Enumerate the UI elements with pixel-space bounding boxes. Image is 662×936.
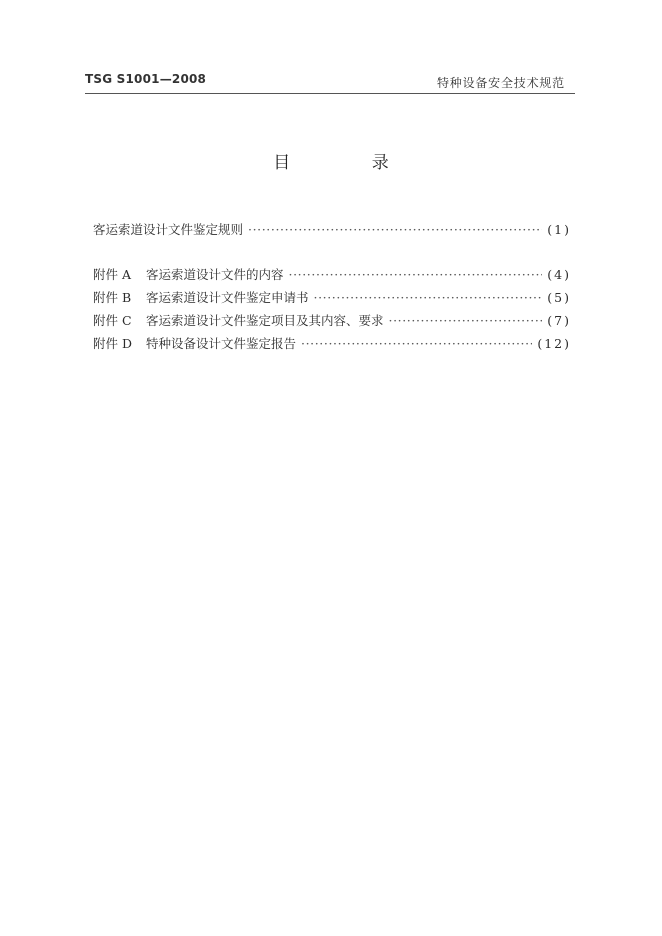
toc-entry-appendix-c[interactable]: [93, 311, 571, 334]
toc-entry-page: (12): [537, 336, 571, 351]
toc-entry-page: (5): [547, 290, 571, 305]
dot-leader: [314, 290, 543, 305]
dot-leader: [289, 267, 543, 282]
toc-entry-prefix: 附件 D: [93, 336, 132, 351]
toc-entry-page: (4): [547, 267, 571, 282]
toc-spacer: [93, 243, 571, 265]
toc-entry-label: 客运索道设计文件鉴定项目及其内容、要求: [146, 313, 384, 328]
toc-entry-page: (7): [547, 313, 571, 328]
toc-entry-label: 客运索道设计文件的内容: [146, 267, 284, 282]
toc-entry-appendix-b[interactable]: [93, 288, 571, 311]
toc-entry-prefix: 附件 A: [93, 267, 132, 282]
toc-entry-prefix: 附件 C: [93, 313, 132, 328]
running-header: [0, 0, 662, 100]
toc-entry-page: (1): [547, 222, 571, 237]
series-title: 特种设备安全技术规范: [436, 76, 565, 90]
table-of-contents: [93, 220, 571, 357]
dot-leader: [301, 336, 532, 351]
toc-entry-appendix-d[interactable]: [93, 334, 571, 357]
dot-leader: [248, 222, 542, 237]
toc-entry-main[interactable]: [93, 220, 571, 243]
toc-entry-label: 特种设备设计文件鉴定报告: [146, 336, 297, 351]
dot-leader: [389, 313, 543, 328]
toc-title: 目 录: [273, 153, 427, 173]
header-rule: [85, 93, 575, 94]
toc-entry-appendix-a[interactable]: [93, 265, 571, 288]
toc-entry-label: 客运索道设计文件鉴定申请书: [146, 290, 309, 305]
toc-entry-label: 客运索道设计文件鉴定规则: [93, 222, 244, 237]
toc-entry-prefix: 附件 B: [93, 290, 132, 305]
standard-code: TSG S1001—2008: [85, 72, 207, 86]
